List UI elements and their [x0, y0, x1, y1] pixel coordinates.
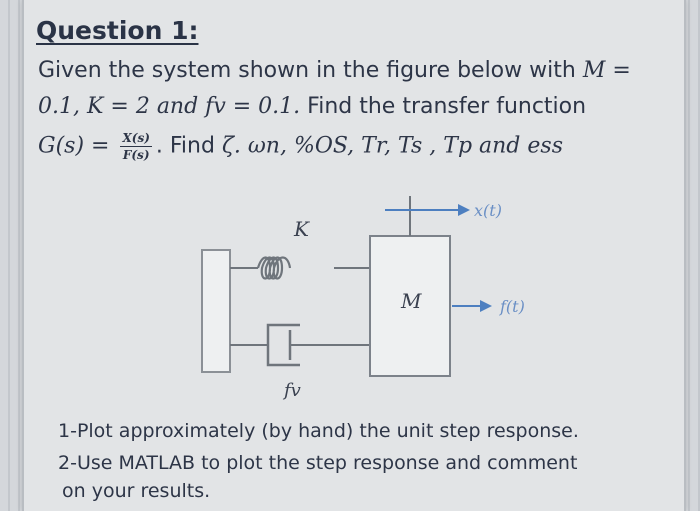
- task-2-line-2: on your results.: [62, 480, 211, 502]
- fixed-wall: [202, 250, 230, 372]
- force-arrowhead: [480, 300, 492, 312]
- fraction-denominator: F(s): [122, 148, 150, 162]
- problem-line-1-text: Given the system shown in the figure below with: [38, 58, 576, 83]
- spring-label: K: [294, 217, 309, 241]
- question-heading: Question 1:: [36, 16, 199, 45]
- displacement-label: x(t): [474, 201, 502, 220]
- problem-line-1-math: M =: [582, 58, 631, 83]
- transfer-function-lhs: G(s) =: [38, 133, 110, 159]
- force-label: f(t): [500, 297, 525, 316]
- problem-line-3-text: . Find: [155, 133, 215, 159]
- spring-coil: [258, 258, 290, 279]
- damper-label: fv: [284, 380, 301, 401]
- fraction-numerator: X(s): [122, 131, 150, 145]
- problem-line-2-math: 0.1, K = 2 and fv = 0.1.: [38, 94, 301, 119]
- task-2-line-1: 2-Use MATLAB to plot the step response and comment: [58, 452, 578, 474]
- task-1: 1-Plot approximately (by hand) the unit step response.: [58, 420, 579, 442]
- problem-line-2-text: Find the transfer function: [307, 94, 587, 119]
- displacement-arrowhead: [458, 204, 470, 216]
- mass-label: M: [401, 289, 422, 313]
- problem-line-3-math: ζ. ωn, %OS, Tr, Ts , Tp and ess: [221, 133, 563, 159]
